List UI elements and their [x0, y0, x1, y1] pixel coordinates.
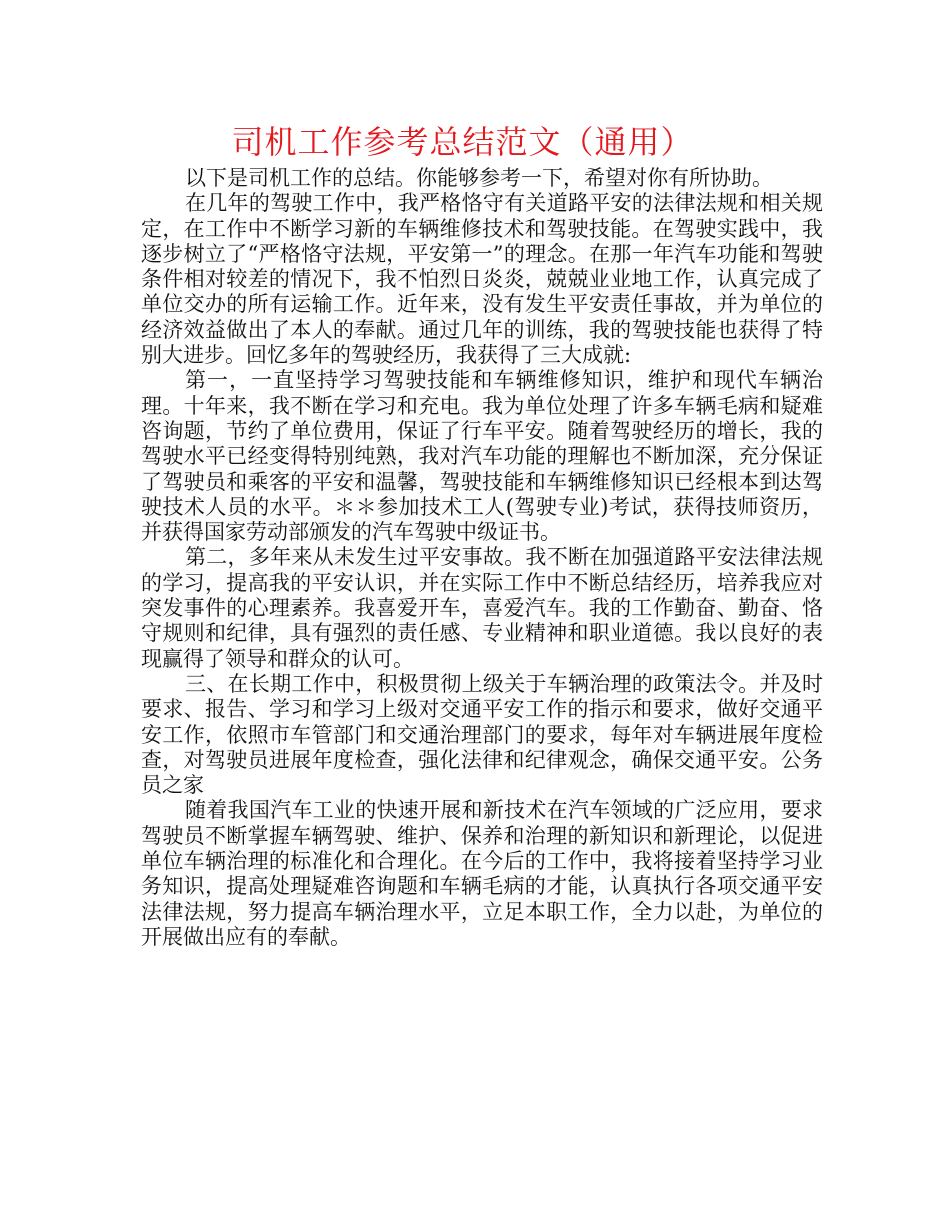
paragraph-intro: 以下是司机工作的总结。你能够参考一下，希望对你有所协助。 [185, 166, 773, 190]
paragraph-driving-experience: 在几年的驾驶工作中，我严格恪守有关道路平安的法律法规和相关规定，在工作中不断学习新的车辆维修技术和驾驶技能。在驾驶实践中，我逐步树立了“严格恪守法规，平安第一”的理念。在那一年汽车功能和驾驶条件相对较差的情况下，我不怕烈日炎炎，兢兢业业地工作，认真完成了单位交办的所有运输工作。近年来，没有发生平安责任事故，并为单位的经济效益做出了本人的奉献。通过几年的训练，我的驾驶技能也获得了特别大进步。回忆多年的驾驶经历，我获得了三大成就: [141, 191, 823, 368]
document-title: 司机工作参考总结范文（通用） [231, 123, 694, 161]
document-body [141, 166, 823, 950]
paragraph-achievement-third: 三、在长期工作中，积极贯彻上级关于车辆治理的政策法令。并及时要求、报告、学习和学习上级对交通平安工作的指示和要求，做好交通平安工作，依照市车管部门和交通治理部门的要求，每年对车辆进展年度检查，对驾驶员进展年度检查，强化法律和纪律观念，确保交通平安。公务员之家 [141, 671, 823, 798]
paragraph-achievement-second: 第二，多年来从未发生过平安事故。我不断在加强道路平安法律法规的学习，提高我的平安认识，并在实际工作中不断总结经历，培养我应对突发事件的心理素养。我喜爱开车，喜爱汽车。我的工作勤奋、勤奋、恪守规则和纪律，具有强烈的责任感、专业精神和职业道德。我以良好的表现赢得了领导和群众的认可。 [141, 545, 823, 671]
paragraph-achievement-first: 第一，一直坚持学习驾驶技能和车辆维修知识，维护和现代车辆治理。十年来，我不断在学习和充电。我为单位处理了许多车辆毛病和疑难咨询题，节约了单位费用，保证了行车平安。随着驾驶经历的增长，我的驾驶水平已经变得特别纯熟，我对汽车功能的理解也不断加深，充分保证了驾驶员和乘客的平安和温馨，驾驶技能和车辆维修知识已经根本到达驾驶技术人员的水平。＊＊参加技术工人(驾驶专业)考试，获得技师资历，并获得国家劳动部颁发的汽车驾驶中级证书。 [141, 368, 823, 545]
paragraph-conclusion: 随着我国汽车工业的快速开展和新技术在汽车领域的广泛应用，要求驾驶员不断掌握车辆驾驶、维护、保养和治理的新知识和新理论，以促进单位车辆治理的标准化和合理化。在今后的工作中，我将接着坚持学习业务知识，提高处理疑难咨询题和车辆毛病的才能，认真执行各项交通平安法律法规，努力提高车辆治理水平，立足本职工作，全力以赴，为单位的开展做出应有的奉献。 [141, 798, 823, 949]
